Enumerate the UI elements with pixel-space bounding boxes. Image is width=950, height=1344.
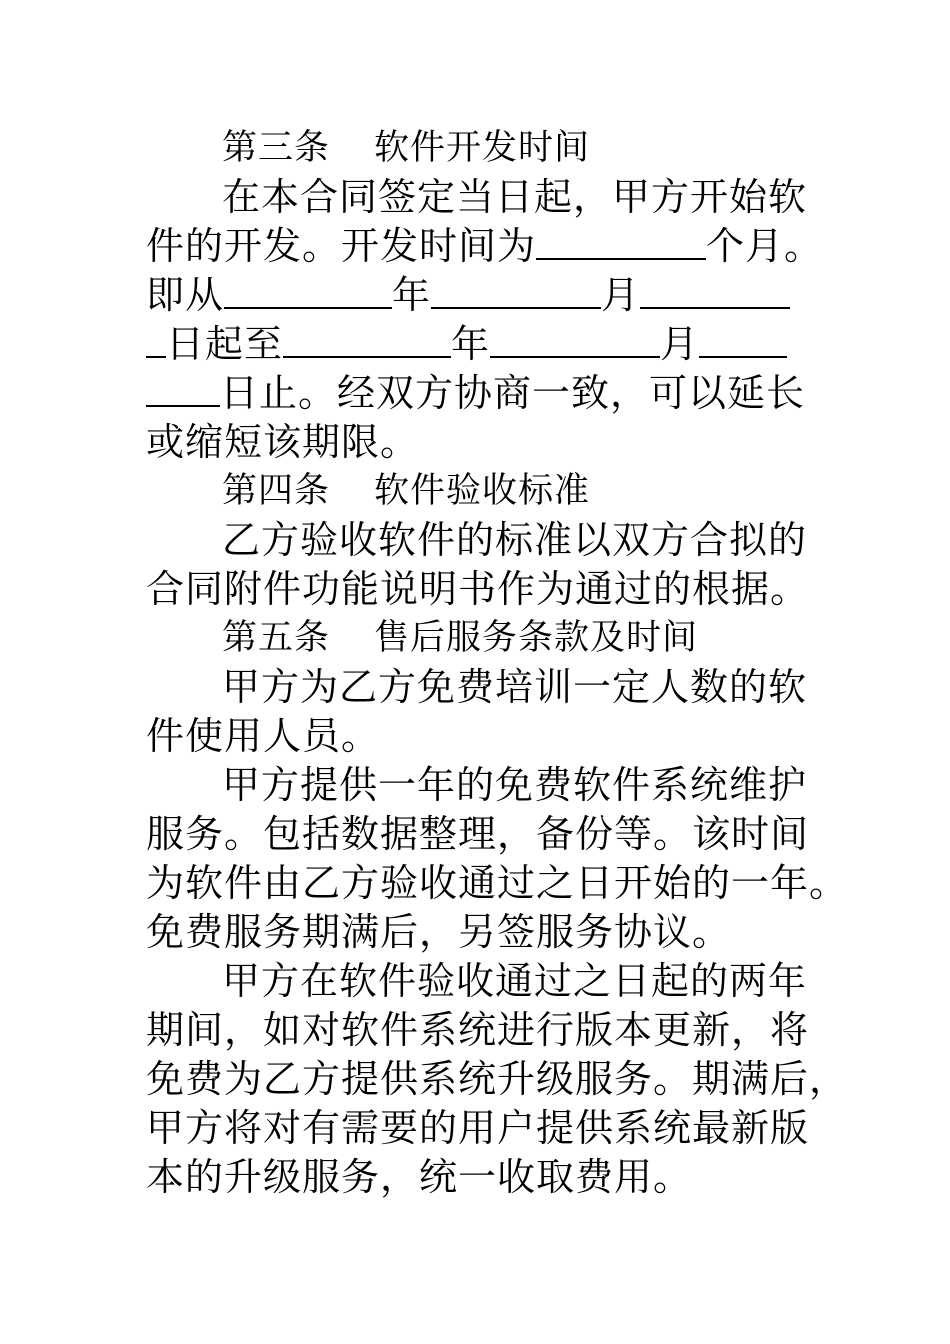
document-page xyxy=(146,124,849,1202)
text-segment: 件的开发。开发时间为 xyxy=(146,224,537,268)
article-3-line-1: 在本合同签定当日起，甲方开始软 xyxy=(222,175,808,219)
article-4-title: 软件验收标准 xyxy=(374,471,591,511)
blank-months xyxy=(536,222,706,260)
blank-start-month xyxy=(431,271,601,309)
text-segment: 年 xyxy=(392,273,432,317)
text-segment: 日起至 xyxy=(166,322,284,366)
article-3-line-2 xyxy=(146,222,836,271)
article-5-p1-line-2: 件使用人员。 xyxy=(146,714,381,758)
blank-end-day-cont xyxy=(146,369,220,407)
article-5-title: 售后服务条款及时间 xyxy=(374,618,699,658)
article-5-p3-line-1: 甲方在软件验收通过之日起的两年 xyxy=(222,959,808,1003)
text-segment: 即从 xyxy=(146,273,225,317)
text-segment: 个月。 xyxy=(706,224,824,268)
article-3-line-5 xyxy=(146,369,836,418)
article-4-line-2: 合同附件功能说明书作为通过的根据。 xyxy=(146,567,810,611)
article-3-number: 第三条 xyxy=(222,128,331,168)
text-segment: 月 xyxy=(601,273,641,317)
article-5-p3-line-3: 免费为乙方提供系统升级服务。期满后， xyxy=(146,1057,849,1101)
blank-start-day-cont xyxy=(146,320,166,358)
article-4-line-1: 乙方验收软件的标准以双方合拟的 xyxy=(222,518,808,562)
article-4-heading xyxy=(146,467,836,516)
text-segment: 月 xyxy=(660,322,700,366)
blank-end-day xyxy=(699,320,787,358)
article-5-p2-line-1: 甲方提供一年的免费软件系统维护 xyxy=(222,763,808,807)
article-5-p1-line-1: 甲方为乙方免费培训一定人数的软 xyxy=(222,665,808,709)
blank-start-day xyxy=(640,271,790,309)
blank-end-month xyxy=(490,320,660,358)
article-3-line-6: 或缩短该期限。 xyxy=(146,420,420,464)
article-3-line-4 xyxy=(146,320,836,369)
blank-start-year xyxy=(224,271,392,309)
article-4-number: 第四条 xyxy=(222,471,331,511)
article-5-p2-line-2: 服务。包括数据整理，备份等。该时间 xyxy=(146,812,810,856)
blank-end-year xyxy=(283,320,451,358)
article-3-heading xyxy=(146,124,836,173)
article-5-p3-line-4: 甲方将对有需要的用户提供系统最新版 xyxy=(146,1106,810,1150)
text-segment: 日止。经双方协商一致，可以延长 xyxy=(220,371,806,415)
text-segment: 年 xyxy=(451,322,491,366)
article-5-number: 第五条 xyxy=(222,618,331,658)
article-3-line-3 xyxy=(146,271,836,320)
article-5-p2-line-4: 免费服务期满后，另签服务协议。 xyxy=(146,910,732,954)
article-5-p2-line-3: 为软件由乙方验收通过之日开始的一年。 xyxy=(146,861,849,905)
article-3-title: 软件开发时间 xyxy=(374,128,591,168)
article-5-p3-line-2: 期间，如对软件系统进行版本更新，将 xyxy=(146,1008,810,1052)
article-5-heading xyxy=(146,614,836,663)
article-5-p3-line-5: 本的升级服务，统一收取费用。 xyxy=(146,1155,693,1199)
